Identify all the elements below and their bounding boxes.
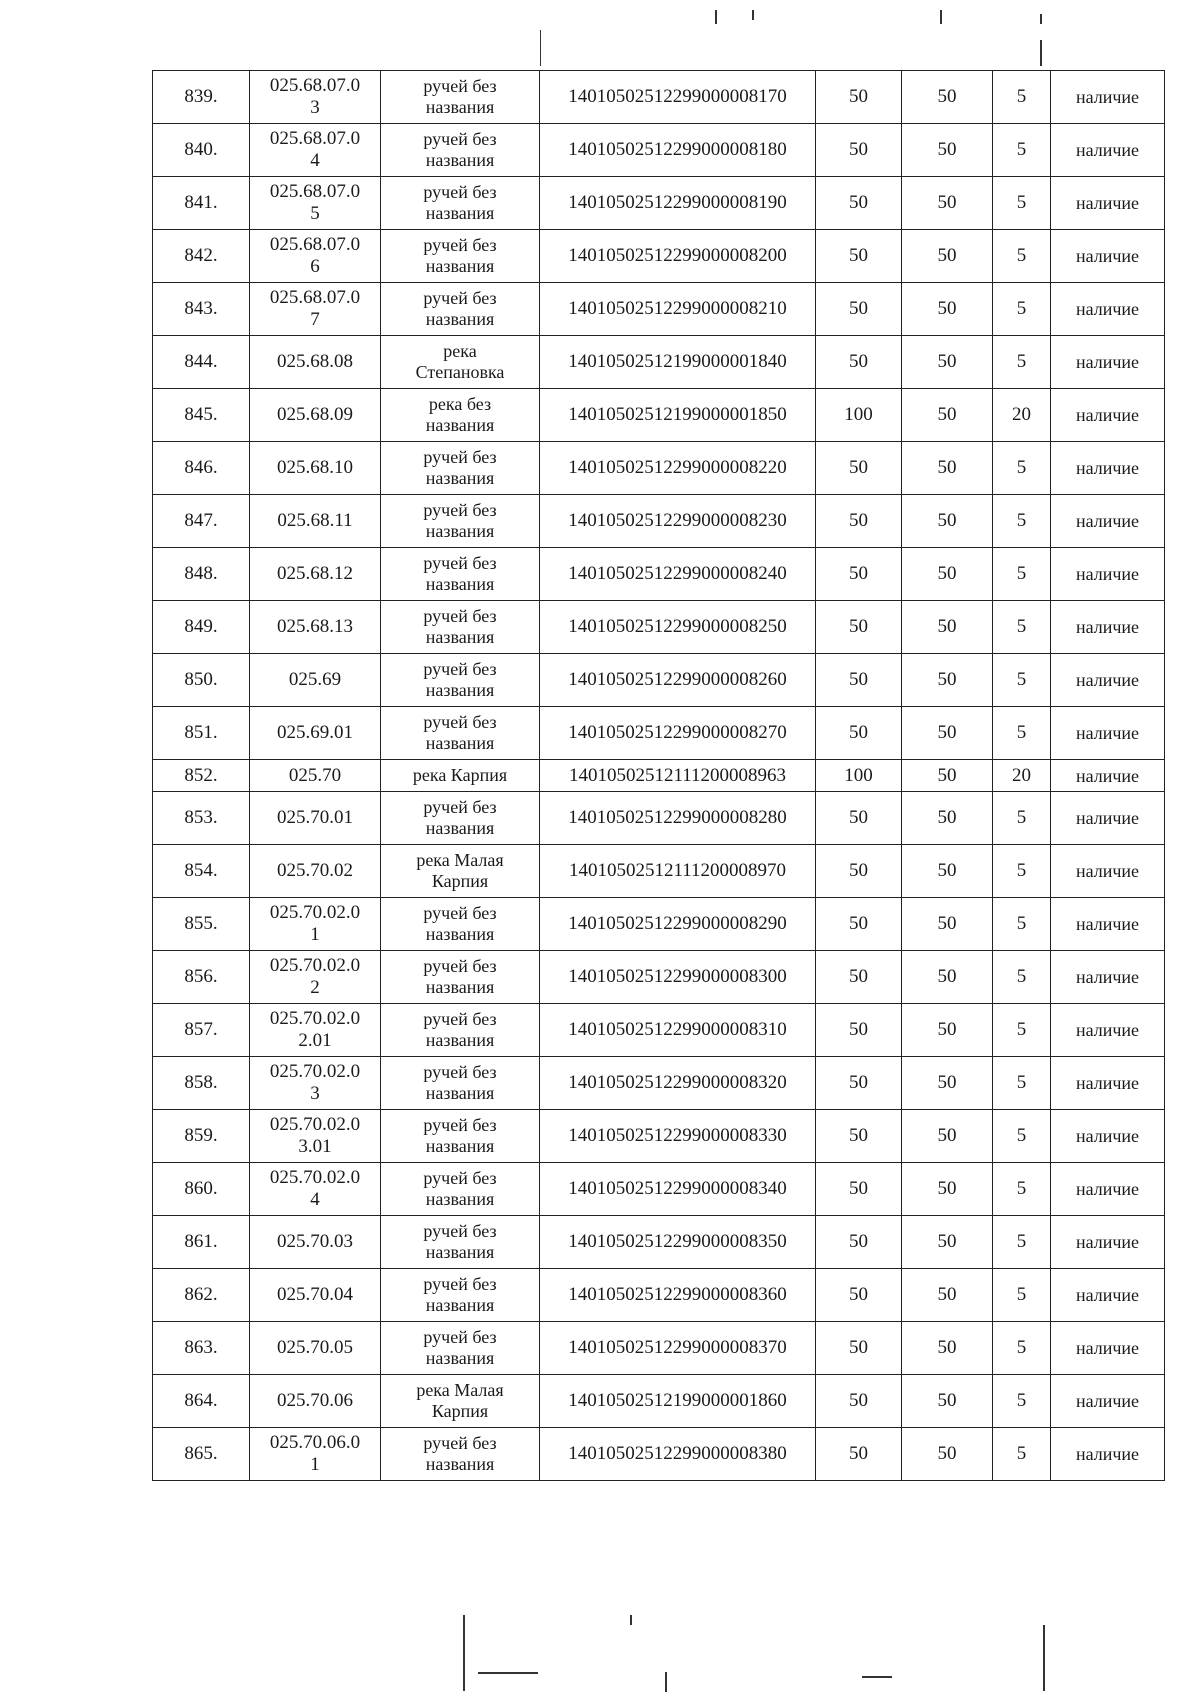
status: наличие: [1051, 898, 1165, 951]
status: наличие: [1051, 760, 1165, 792]
value-3: 5: [993, 548, 1051, 601]
registry-code: 14010502512299000008200: [540, 230, 816, 283]
status: наличие: [1051, 1428, 1165, 1481]
row-number: 857.: [153, 1004, 250, 1057]
water-body-name: ручей без названия: [381, 951, 540, 1004]
value-1: 50: [816, 71, 902, 124]
value-1: 50: [816, 792, 902, 845]
value-1: 50: [816, 898, 902, 951]
table-row: [153, 898, 1165, 951]
water-body-code: 025.68.07.0 6: [250, 230, 381, 283]
water-body-code: 025.70.06: [250, 1375, 381, 1428]
status: наличие: [1051, 495, 1165, 548]
table-row: [153, 71, 1165, 124]
value-2: 50: [902, 1057, 993, 1110]
registry-code: 14010502512199000001850: [540, 389, 816, 442]
value-2: 50: [902, 230, 993, 283]
value-3: 5: [993, 1269, 1051, 1322]
registry-code: 14010502512299000008360: [540, 1269, 816, 1322]
row-number: 841.: [153, 177, 250, 230]
scan-mark: [540, 30, 541, 66]
status: наличие: [1051, 1322, 1165, 1375]
water-body-name: ручей без названия: [381, 1428, 540, 1481]
value-2: 50: [902, 1110, 993, 1163]
value-1: 50: [816, 1375, 902, 1428]
scan-mark: [940, 10, 942, 24]
value-2: 50: [902, 1428, 993, 1481]
registry-code: 14010502512299000008220: [540, 442, 816, 495]
row-number: 851.: [153, 707, 250, 760]
value-3: 5: [993, 1163, 1051, 1216]
table-row: [153, 792, 1165, 845]
value-1: 50: [816, 1110, 902, 1163]
table-row: [153, 1269, 1165, 1322]
value-1: 50: [816, 1322, 902, 1375]
value-2: 50: [902, 1375, 993, 1428]
table-row: [153, 495, 1165, 548]
water-body-name: ручей без названия: [381, 177, 540, 230]
row-number: 846.: [153, 442, 250, 495]
water-body-name: ручей без названия: [381, 1110, 540, 1163]
value-3: 5: [993, 336, 1051, 389]
table-row: [153, 760, 1165, 792]
value-3: 20: [993, 389, 1051, 442]
row-number: 840.: [153, 124, 250, 177]
row-number: 847.: [153, 495, 250, 548]
table-row: [153, 442, 1165, 495]
water-body-code: 025.68.07.0 4: [250, 124, 381, 177]
registry-code: 14010502512299000008260: [540, 654, 816, 707]
status: наличие: [1051, 336, 1165, 389]
status: наличие: [1051, 792, 1165, 845]
value-3: 5: [993, 1322, 1051, 1375]
water-body-name: ручей без названия: [381, 283, 540, 336]
water-body-name: ручей без названия: [381, 71, 540, 124]
registry-code: 14010502512299000008320: [540, 1057, 816, 1110]
row-number: 858.: [153, 1057, 250, 1110]
water-body-name: ручей без названия: [381, 898, 540, 951]
status: наличие: [1051, 654, 1165, 707]
value-2: 50: [902, 654, 993, 707]
water-body-code: 025.70.05: [250, 1322, 381, 1375]
water-body-name: ручей без названия: [381, 495, 540, 548]
value-2: 50: [902, 1322, 993, 1375]
registry-code: 14010502512299000008230: [540, 495, 816, 548]
scan-mark: [665, 1672, 667, 1692]
table-row: [153, 1375, 1165, 1428]
value-1: 50: [816, 1057, 902, 1110]
table-row: [153, 1322, 1165, 1375]
value-2: 50: [902, 283, 993, 336]
value-2: 50: [902, 951, 993, 1004]
status: наличие: [1051, 548, 1165, 601]
value-2: 50: [902, 792, 993, 845]
row-number: 842.: [153, 230, 250, 283]
water-body-name: ручей без названия: [381, 548, 540, 601]
value-2: 50: [902, 845, 993, 898]
row-number: 862.: [153, 1269, 250, 1322]
value-3: 5: [993, 1216, 1051, 1269]
table-row: [153, 1216, 1165, 1269]
row-number: 853.: [153, 792, 250, 845]
value-3: 5: [993, 283, 1051, 336]
value-1: 50: [816, 230, 902, 283]
water-body-code: 025.70.02.0 4: [250, 1163, 381, 1216]
table-row: [153, 1428, 1165, 1481]
status: наличие: [1051, 389, 1165, 442]
water-body-name: ручей без названия: [381, 1163, 540, 1216]
registry-code: 14010502512299000008180: [540, 124, 816, 177]
water-body-code: 025.68.11: [250, 495, 381, 548]
row-number: 848.: [153, 548, 250, 601]
table-row: [153, 601, 1165, 654]
water-body-name: ручей без названия: [381, 792, 540, 845]
water-body-code: 025.68.07.0 7: [250, 283, 381, 336]
water-body-name: река Карпия: [381, 760, 540, 792]
water-body-name: река Степановка: [381, 336, 540, 389]
value-2: 50: [902, 1163, 993, 1216]
row-number: 849.: [153, 601, 250, 654]
water-body-code: 025.69.01: [250, 707, 381, 760]
water-body-name: ручей без названия: [381, 442, 540, 495]
value-1: 50: [816, 1163, 902, 1216]
value-2: 50: [902, 124, 993, 177]
water-body-name: ручей без названия: [381, 230, 540, 283]
water-body-code: 025.70.02: [250, 845, 381, 898]
row-number: 843.: [153, 283, 250, 336]
registry-code: 14010502512299000008340: [540, 1163, 816, 1216]
water-body-name: ручей без названия: [381, 1322, 540, 1375]
table-row: [153, 654, 1165, 707]
value-1: 50: [816, 336, 902, 389]
registry-code: 14010502512299000008290: [540, 898, 816, 951]
status: наличие: [1051, 177, 1165, 230]
value-1: 100: [816, 389, 902, 442]
registry-code: 14010502512299000008280: [540, 792, 816, 845]
registry-code: 14010502512299000008370: [540, 1322, 816, 1375]
value-2: 50: [902, 601, 993, 654]
scan-mark: [1043, 1625, 1045, 1691]
row-number: 860.: [153, 1163, 250, 1216]
value-1: 50: [816, 495, 902, 548]
water-body-name: ручей без названия: [381, 601, 540, 654]
table-row: [153, 951, 1165, 1004]
value-1: 50: [816, 124, 902, 177]
water-body-code: 025.68.09: [250, 389, 381, 442]
value-3: 5: [993, 707, 1051, 760]
row-number: 864.: [153, 1375, 250, 1428]
value-1: 50: [816, 283, 902, 336]
row-number: 861.: [153, 1216, 250, 1269]
row-number: 859.: [153, 1110, 250, 1163]
value-2: 50: [902, 389, 993, 442]
value-3: 5: [993, 71, 1051, 124]
table-row: [153, 1110, 1165, 1163]
value-3: 5: [993, 442, 1051, 495]
value-3: 5: [993, 601, 1051, 654]
row-number: 865.: [153, 1428, 250, 1481]
value-2: 50: [902, 1269, 993, 1322]
value-2: 50: [902, 898, 993, 951]
row-number: 850.: [153, 654, 250, 707]
table-row: [153, 1163, 1165, 1216]
value-3: 20: [993, 760, 1051, 792]
status: наличие: [1051, 845, 1165, 898]
status: наличие: [1051, 1057, 1165, 1110]
water-body-name: ручей без названия: [381, 1216, 540, 1269]
water-body-code: 025.70.02.0 3: [250, 1057, 381, 1110]
registry-code: 14010502512299000008170: [540, 71, 816, 124]
value-3: 5: [993, 230, 1051, 283]
table-row: [153, 336, 1165, 389]
registry-code: 14010502512299000008330: [540, 1110, 816, 1163]
water-body-name: ручей без названия: [381, 1269, 540, 1322]
status: наличие: [1051, 1163, 1165, 1216]
status: наличие: [1051, 1375, 1165, 1428]
row-number: 839.: [153, 71, 250, 124]
row-number: 854.: [153, 845, 250, 898]
water-body-code: 025.68.08: [250, 336, 381, 389]
scan-mark: [862, 1676, 892, 1678]
table-row: [153, 283, 1165, 336]
value-1: 50: [816, 548, 902, 601]
value-3: 5: [993, 1004, 1051, 1057]
table-row: [153, 389, 1165, 442]
registry-code: 14010502512299000008300: [540, 951, 816, 1004]
value-3: 5: [993, 951, 1051, 1004]
value-1: 50: [816, 707, 902, 760]
water-body-name: ручей без названия: [381, 1004, 540, 1057]
water-body-code: 025.70.01: [250, 792, 381, 845]
value-3: 5: [993, 124, 1051, 177]
row-number: 852.: [153, 760, 250, 792]
scan-mark: [463, 1615, 465, 1691]
value-3: 5: [993, 845, 1051, 898]
value-2: 50: [902, 495, 993, 548]
value-2: 50: [902, 177, 993, 230]
value-1: 50: [816, 1216, 902, 1269]
water-body-code: 025.70.06.0 1: [250, 1428, 381, 1481]
value-2: 50: [902, 548, 993, 601]
value-2: 50: [902, 1004, 993, 1057]
water-body-code: 025.70.02.0 1: [250, 898, 381, 951]
value-2: 50: [902, 760, 993, 792]
scan-mark: [752, 10, 754, 20]
value-3: 5: [993, 1375, 1051, 1428]
water-body-code: 025.70.02.0 3.01: [250, 1110, 381, 1163]
status: наличие: [1051, 283, 1165, 336]
scan-mark: [478, 1672, 538, 1674]
value-2: 50: [902, 442, 993, 495]
water-body-code: 025.69: [250, 654, 381, 707]
water-bodies-table: [152, 70, 1165, 1481]
water-body-code: 025.70.04: [250, 1269, 381, 1322]
row-number: 863.: [153, 1322, 250, 1375]
status: наличие: [1051, 1004, 1165, 1057]
table-row: [153, 707, 1165, 760]
status: наличие: [1051, 1110, 1165, 1163]
water-body-code: 025.68.13: [250, 601, 381, 654]
water-body-code: 025.70: [250, 760, 381, 792]
status: наличие: [1051, 601, 1165, 654]
value-3: 5: [993, 898, 1051, 951]
table-row: [153, 177, 1165, 230]
value-2: 50: [902, 707, 993, 760]
registry-code: 14010502512299000008190: [540, 177, 816, 230]
water-body-name: река без названия: [381, 389, 540, 442]
table-body: [153, 71, 1165, 1481]
registry-code: 14010502512199000001860: [540, 1375, 816, 1428]
registry-code: 14010502512111200008963: [540, 760, 816, 792]
water-body-name: река Малая Карпия: [381, 845, 540, 898]
scan-mark: [630, 1615, 632, 1625]
status: наличие: [1051, 442, 1165, 495]
registry-code: 14010502512299000008310: [540, 1004, 816, 1057]
value-1: 50: [816, 1004, 902, 1057]
table-row: [153, 845, 1165, 898]
water-body-name: река Малая Карпия: [381, 1375, 540, 1428]
value-1: 50: [816, 601, 902, 654]
value-2: 50: [902, 336, 993, 389]
scan-mark: [715, 10, 717, 24]
value-1: 50: [816, 1428, 902, 1481]
value-1: 50: [816, 442, 902, 495]
value-1: 50: [816, 845, 902, 898]
table-row: [153, 230, 1165, 283]
registry-code: 14010502512199000001840: [540, 336, 816, 389]
water-body-code: 025.70.03: [250, 1216, 381, 1269]
registry-code: 14010502512299000008270: [540, 707, 816, 760]
registry-code: 14010502512299000008380: [540, 1428, 816, 1481]
water-body-name: ручей без названия: [381, 1057, 540, 1110]
value-3: 5: [993, 792, 1051, 845]
value-3: 5: [993, 1428, 1051, 1481]
value-1: 50: [816, 654, 902, 707]
water-body-code: 025.68.07.0 5: [250, 177, 381, 230]
value-3: 5: [993, 1057, 1051, 1110]
water-body-code: 025.68.07.0 3: [250, 71, 381, 124]
status: наличие: [1051, 707, 1165, 760]
water-body-name: ручей без названия: [381, 124, 540, 177]
value-3: 5: [993, 654, 1051, 707]
scan-mark: [1040, 14, 1042, 24]
water-body-code: 025.70.02.0 2: [250, 951, 381, 1004]
water-body-name: ручей без названия: [381, 654, 540, 707]
value-3: 5: [993, 177, 1051, 230]
registry-code: 14010502512299000008210: [540, 283, 816, 336]
status: наличие: [1051, 124, 1165, 177]
water-body-code: 025.68.12: [250, 548, 381, 601]
value-1: 100: [816, 760, 902, 792]
value-2: 50: [902, 1216, 993, 1269]
value-1: 50: [816, 951, 902, 1004]
registry-code: 14010502512111200008970: [540, 845, 816, 898]
scan-mark: [1040, 40, 1042, 66]
table-row: [153, 1057, 1165, 1110]
water-body-code: 025.68.10: [250, 442, 381, 495]
status: наличие: [1051, 71, 1165, 124]
value-3: 5: [993, 495, 1051, 548]
water-body-name: ручей без названия: [381, 707, 540, 760]
row-number: 844.: [153, 336, 250, 389]
row-number: 856.: [153, 951, 250, 1004]
status: наличие: [1051, 1269, 1165, 1322]
status: наличие: [1051, 951, 1165, 1004]
row-number: 845.: [153, 389, 250, 442]
status: наличие: [1051, 1216, 1165, 1269]
table-row: [153, 548, 1165, 601]
value-1: 50: [816, 177, 902, 230]
row-number: 855.: [153, 898, 250, 951]
table-row: [153, 124, 1165, 177]
value-1: 50: [816, 1269, 902, 1322]
value-3: 5: [993, 1110, 1051, 1163]
value-2: 50: [902, 71, 993, 124]
registry-code: 14010502512299000008350: [540, 1216, 816, 1269]
status: наличие: [1051, 230, 1165, 283]
registry-code: 14010502512299000008240: [540, 548, 816, 601]
table-row: [153, 1004, 1165, 1057]
water-body-code: 025.70.02.0 2.01: [250, 1004, 381, 1057]
registry-code: 14010502512299000008250: [540, 601, 816, 654]
